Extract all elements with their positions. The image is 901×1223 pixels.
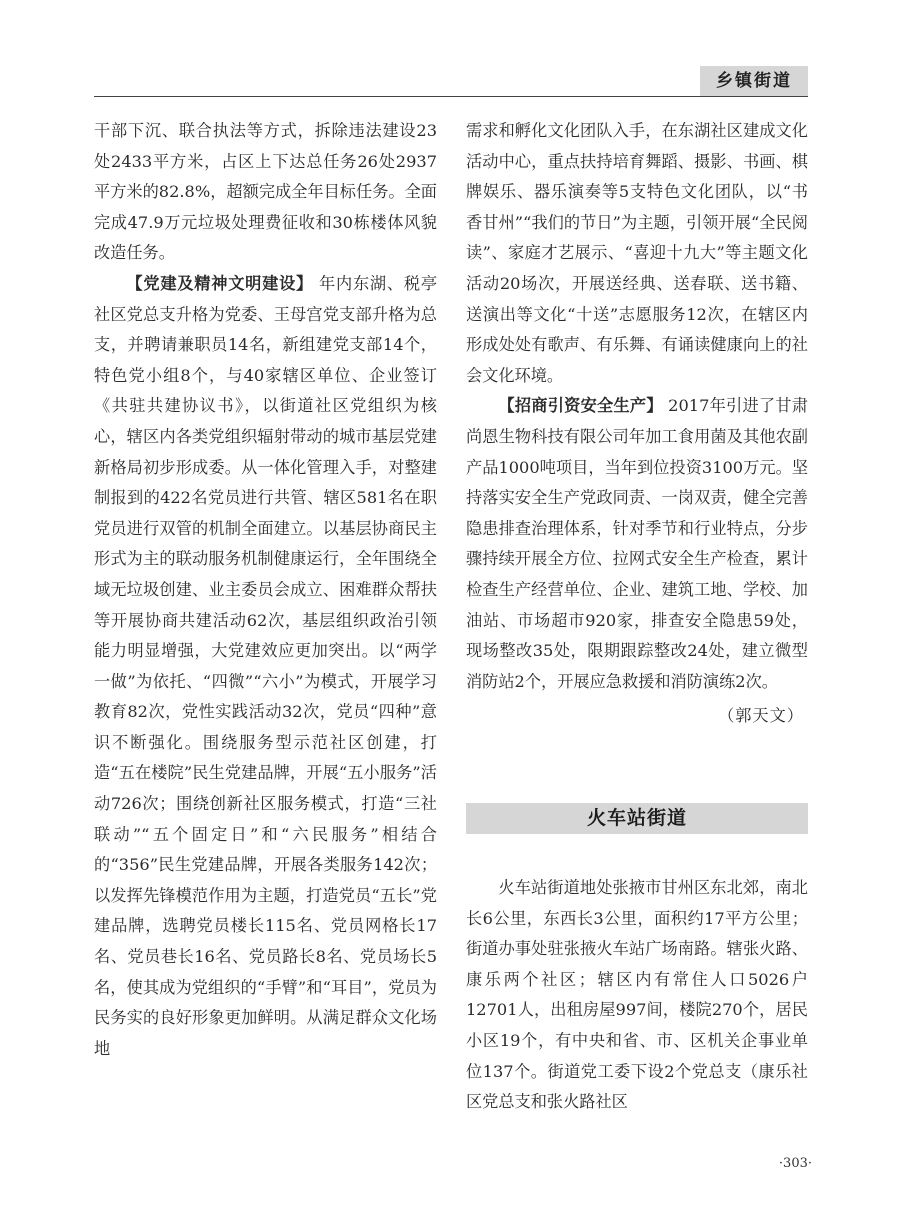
paragraph-railway-station-intro: 火车站街道地处张掖市甘州区东北郊，南北长6公里，东西长3公里，面积约17平方公里；街道办事处驻张掖火车站广场南路。辖张火路、康乐两个社区；辖区内有常住人口5026户12701人，出租房屋997间，楼院270个，居民小区19个，有中央和省、市、区机关企事业单位137个。街道党工委下设2个党总支（康乐社区党总支和张火路社区 — [466, 878, 808, 1112]
paragraph-investment-safety-text: 2017年引进了甘肃尚恩生物科技有限公司年加工食用菌及其他农副产品1000吨项目，当年到位投资3100万元。坚持落实安全生产党政同责、一岗双责，健全完善隐患排查治理体系，针对季节和行业特点，分步骤持续开展全方位、拉网式安全生产检查，累计检查生产经营单位、企业、建筑工地、学校、加油站、市场超市920家，排查安全隐患59处，现场整改35处，限期跟踪整改24处，建立微型消防站2个，开展应急救援和消防演练2次。 — [466, 396, 808, 691]
left-column — [94, 116, 437, 1064]
section-header-label: 乡镇街道 — [700, 66, 808, 96]
paragraph-culture: 需求和孵化文化团队入手，在东湖社区建成文化活动中心，重点扶持培育舞蹈、摄影、书画、棋牌娱乐、器乐演奏等5支特色文化团队，以“书香甘州”“我们的节日”为主题，引领开展“全民阅读”、家庭才艺展示、“喜迎十九大”等主题文化活动20场次，开展送经典、送春联、送书籍、送演出等文化“十送”志愿服务12次，在辖区内形成处处有歌声、有乐舞、有诵读健康向上的社会文化环境。 — [466, 121, 808, 385]
page-number: ·303· — [778, 1156, 812, 1171]
paragraph-party-building-text: 年内东湖、税亭社区党总支升格为党委、王母宫党支部升格为总支，并聘请兼职员14名，新组建党支部14个，特色党小组8个，与40家辖区单位、企业签订《共驻共建协议书》，以街道社区党组织为核心，辖区内各类党组织辐射带动的城市基层党建新格局初步形成委。从一体化管理入手，对整建制报到的422名党员进行共管、辖区581名在职党员进行双管的机制全面建立。以基层协商民主形式为主的联动服务机制健康运行，全年围绕全域无垃圾创建、业主委员会成立、困难群众帮扶等开展协商共建活动62次，基层组织政治引领能力明显增强，大党建效应更加突出。以“两学一做”为依托、“四微”“六小”为模式，开展学习教育82次，党性实践活动32次，党员“四种”意识不断强化。围绕服务型示范社区创建，打造“五在楼院”民生党建品牌，开展“五小服务”活动726次；围绕创新社区服务模式，打造“三社联动”“五个固定日”和“六民服务”相结合的“356”民生党建品牌，开展各类服务142次；以发挥先锋模范作用为主题，打造党员“五长”党建品牌，选聘党员楼长115名、党员网格长17名、党员巷长16名、党员路长8名、党员场长5名，使其成为党组织的“手臂”和“耳目”，党员为民务实的良好形象更加鲜明。从满足群众文化场地 — [94, 273, 438, 1058]
right-column-lower — [466, 873, 808, 1118]
header-divider — [94, 96, 808, 97]
section-title-railway-station: 火车站街道 — [466, 803, 808, 834]
paragraph-investment-safety — [466, 391, 808, 697]
right-column — [466, 116, 808, 732]
author-byline: （郭天文） — [718, 706, 804, 726]
paragraph-party-building — [94, 269, 437, 1064]
heading-party-building: 【党建及精神文明建设】 — [126, 273, 314, 293]
paragraph-demolition: 干部下沉、联合执法等方式，拆除违法建设23处2433平方米，占区上下达总任务26处2937平方米的82.8%，超额完成全年目标任务。全面完成47.9万元垃圾处理费征收和30栋楼体风貌改造任务。 — [94, 121, 437, 263]
heading-investment-safety: 【招商引资安全生产】 — [498, 396, 663, 416]
